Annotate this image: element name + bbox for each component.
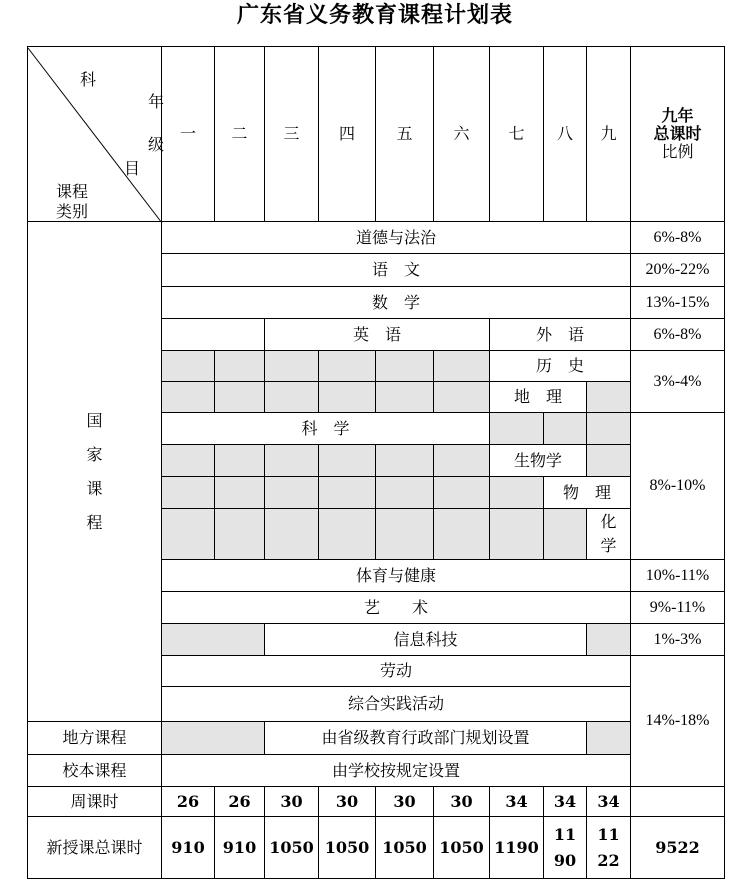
grey-cell (265, 445, 319, 477)
ratio-header-line3: 比例 (661, 142, 694, 161)
grey-cell (587, 445, 631, 477)
total-hours-5: 1050 (376, 817, 434, 879)
total-hours-2: 910 (215, 817, 265, 879)
grey-cell (376, 445, 434, 477)
grey-cell (544, 509, 587, 560)
ratio-science: 8%-10% (631, 413, 725, 560)
weekly-hours-7: 34 (490, 787, 544, 817)
grade-5: 五 (376, 47, 434, 222)
grey-cell (265, 477, 319, 509)
grey-cell (215, 477, 265, 509)
weekly-hours-row (28, 787, 725, 817)
ratio-chinese: 20%-22% (631, 254, 725, 287)
weekly-hours-label: 周课时 (28, 787, 162, 817)
grey-cell (319, 445, 376, 477)
weekly-hours-9: 34 (587, 787, 631, 817)
curriculum-table (27, 46, 725, 879)
weekly-hours-6: 30 (434, 787, 490, 817)
national-char-2: 家 (86, 444, 103, 464)
grey-cell (490, 413, 544, 445)
grey-cell (215, 509, 265, 560)
total-hours-9-value: 1122 (597, 824, 620, 870)
grey-cell (162, 722, 265, 755)
subject-history: 历 史 (490, 351, 631, 382)
grey-cell (162, 477, 215, 509)
subject-english: 英 语 (265, 319, 490, 351)
grey-cell (162, 624, 265, 656)
ratio-math: 13%-15% (631, 287, 725, 319)
corner-subject-ke: 科 (80, 69, 97, 89)
grey-cell (434, 351, 490, 382)
corner-grade-ji: 级 (148, 134, 165, 154)
grade-6: 六 (434, 47, 490, 222)
ratio-pe: 10%-11% (631, 560, 725, 592)
corner-grade-nian: 年 (148, 91, 165, 111)
weekly-hours-5: 30 (376, 787, 434, 817)
total-hours-8-value: 1190 (553, 824, 577, 870)
corner-subject-mu: 目 (124, 158, 141, 178)
subject-art: 艺 术 (162, 592, 631, 624)
ratio-practice: 14%-18% (631, 656, 725, 787)
grey-cell (265, 351, 319, 382)
subject-physics: 物 理 (544, 477, 631, 509)
weekly-hours-3: 30 (265, 787, 319, 817)
subject-pe: 体育与健康 (162, 560, 631, 592)
subject-practice: 综合实践活动 (162, 687, 631, 722)
grey-cell (215, 382, 265, 413)
total-hours-7: 1190 (490, 817, 544, 879)
grey-cell (376, 509, 434, 560)
total-hours-9 (587, 817, 631, 879)
grey-cell (434, 445, 490, 477)
grade-1: 一 (162, 47, 215, 222)
grade-9: 九 (587, 47, 631, 222)
subject-moral: 道德与法治 (162, 222, 631, 254)
weekly-hours-empty (631, 787, 725, 817)
school-curriculum-label: 校本课程 (28, 755, 162, 787)
total-hours-6: 1050 (434, 817, 490, 879)
ratio-header-line1: 九年 (661, 106, 694, 125)
weekly-hours-4: 30 (319, 787, 376, 817)
grey-cell (215, 445, 265, 477)
grey-cell (490, 477, 544, 509)
grey-cell (587, 382, 631, 413)
grey-cell (544, 413, 587, 445)
grey-cell (376, 351, 434, 382)
national-char-3: 课 (86, 478, 103, 498)
grey-cell (490, 509, 544, 560)
total-hours-1: 910 (162, 817, 215, 879)
grey-cell (162, 382, 215, 413)
subject-it: 信息科技 (265, 624, 587, 656)
ratio-art: 9%-11% (631, 592, 725, 624)
weekly-hours-2: 26 (215, 787, 265, 817)
page-title: 广东省义务教育课程计划表 (236, 3, 513, 28)
total-hours-3: 1050 (265, 817, 319, 879)
grey-cell (162, 509, 215, 560)
total-hours-sum: 9522 (631, 817, 725, 879)
subject-biology: 生物学 (490, 445, 587, 477)
national-char-1: 国 (86, 410, 103, 430)
ratio-header-line2: 总课时 (653, 124, 702, 143)
weekly-hours-8: 34 (544, 787, 587, 817)
grey-cell (265, 509, 319, 560)
grade-2: 二 (215, 47, 265, 222)
grade-3: 三 (265, 47, 319, 222)
local-curriculum-desc: 由省级教育行政部门规划设置 (265, 722, 587, 755)
subject-chinese: 语 文 (162, 254, 631, 287)
ratio-hist-geo: 3%-4% (631, 351, 725, 413)
ratio-header (631, 47, 725, 222)
grey-cell (587, 722, 631, 755)
grade-8: 八 (544, 47, 587, 222)
grey-cell (434, 382, 490, 413)
subject-chemistry (587, 509, 631, 560)
national-curriculum-label (28, 222, 162, 722)
subject-science: 科 学 (162, 413, 490, 445)
subject-math: 数 学 (162, 287, 631, 319)
grey-cell (215, 351, 265, 382)
grey-cell (319, 477, 376, 509)
grey-cell (162, 351, 215, 382)
weekly-hours-1: 26 (162, 787, 215, 817)
grey-cell (162, 445, 215, 477)
subject-chemistry-label: 化学 (600, 512, 617, 555)
grey-cell (319, 509, 376, 560)
grey-cell (587, 624, 631, 656)
grey-cell (319, 351, 376, 382)
header-row (28, 47, 725, 222)
grey-cell (319, 382, 376, 413)
diagonal-header (28, 47, 165, 222)
ratio-it: 1%-3% (631, 624, 725, 656)
grey-cell (434, 509, 490, 560)
grade-7: 七 (490, 47, 544, 222)
corner-type-line2: 类别 (56, 201, 89, 221)
grey-cell (434, 477, 490, 509)
ratio-moral: 6%-8% (631, 222, 725, 254)
grey-cell (265, 382, 319, 413)
national-char-4: 程 (86, 512, 103, 532)
total-hours-label: 新授课总课时 (28, 817, 162, 879)
grade-4: 四 (319, 47, 376, 222)
local-curriculum-label: 地方课程 (28, 722, 162, 755)
total-hours-4: 1050 (319, 817, 376, 879)
total-hours-8 (544, 817, 587, 879)
subject-foreign: 外 语 (490, 319, 631, 351)
school-curriculum-desc: 由学校按规定设置 (162, 755, 631, 787)
english-empty-cell (162, 319, 265, 351)
grey-cell (587, 413, 631, 445)
corner-type-line1: 课程 (56, 181, 89, 201)
ratio-foreign: 6%-8% (631, 319, 725, 351)
subject-labor: 劳动 (162, 656, 631, 687)
grey-cell (376, 477, 434, 509)
grey-cell (376, 382, 434, 413)
total-hours-row (28, 817, 725, 879)
subject-geography: 地 理 (490, 382, 587, 413)
